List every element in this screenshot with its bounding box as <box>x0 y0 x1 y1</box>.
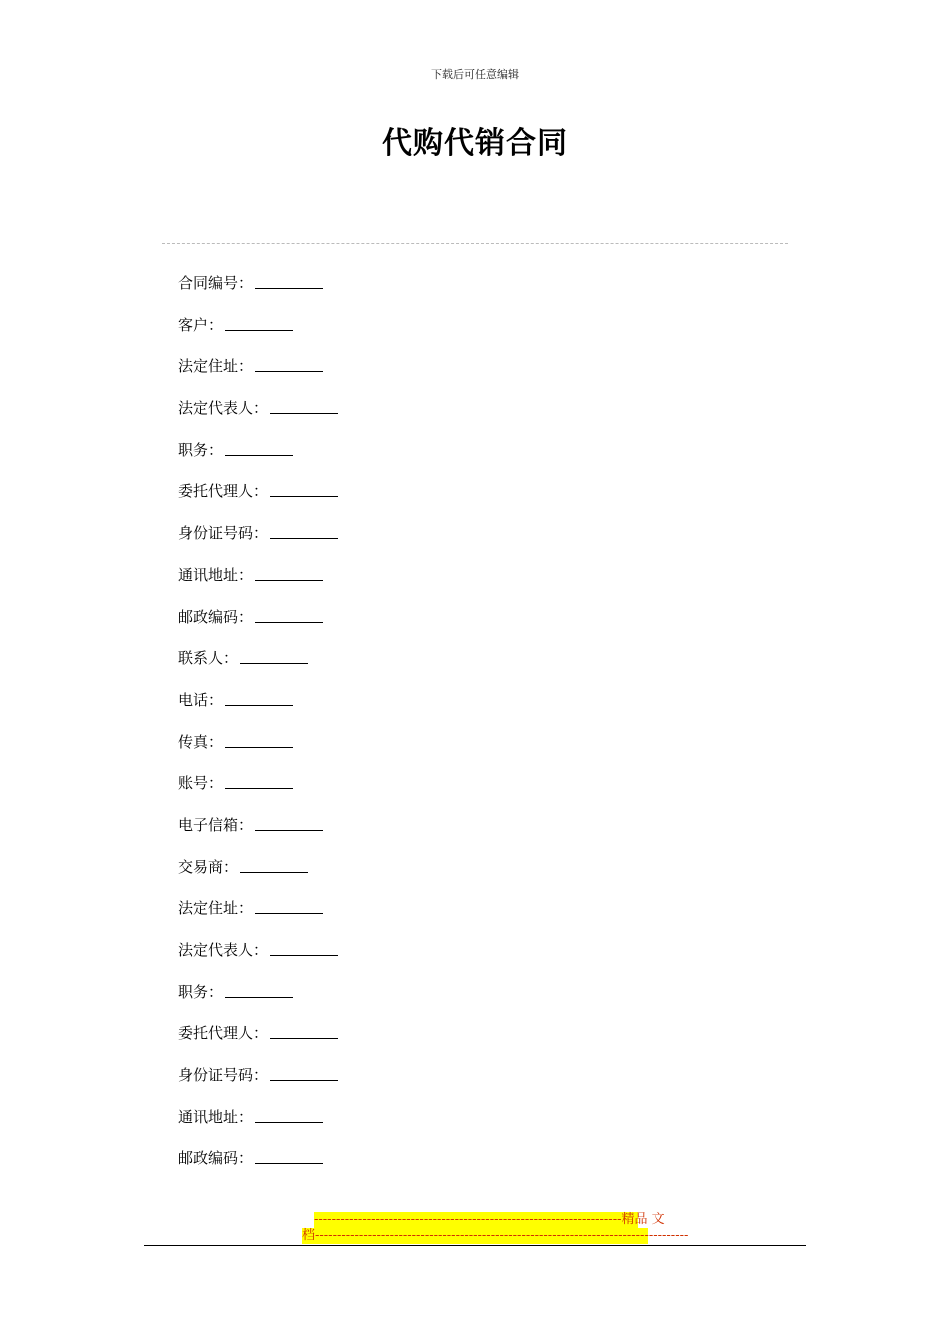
fill-blank[interactable] <box>270 395 338 414</box>
field-email <box>178 812 338 854</box>
fill-blank[interactable] <box>255 1104 323 1123</box>
field-label: 交易商： <box>178 857 239 876</box>
field-legal-representative-2 <box>178 937 338 979</box>
field-dealer <box>178 854 338 896</box>
field-postal-code-2 <box>178 1145 338 1187</box>
fill-blank[interactable] <box>225 437 293 456</box>
field-label: 法定代表人： <box>178 941 269 959</box>
fill-blank[interactable] <box>255 895 323 914</box>
field-label: 联系人： <box>178 649 239 668</box>
field-legal-representative <box>178 395 338 437</box>
fill-blank[interactable] <box>270 1020 338 1039</box>
field-label: 邮政编码： <box>178 607 254 626</box>
field-label: 电话： <box>178 690 224 709</box>
field-label: 职务： <box>178 982 224 1001</box>
field-label: 客户： <box>178 315 224 334</box>
field-authorized-agent <box>178 478 338 520</box>
field-label: 身份证号码： <box>178 1066 269 1085</box>
fill-blank[interactable] <box>270 937 338 956</box>
field-mailing-address <box>178 562 338 604</box>
fill-blank[interactable] <box>270 520 338 539</box>
field-label: 账号： <box>178 774 224 793</box>
field-label: 通讯地址： <box>178 1107 254 1126</box>
field-account <box>178 770 338 812</box>
field-id-number <box>178 520 338 562</box>
field-mailing-address-2 <box>178 1104 338 1146</box>
fill-blank[interactable] <box>255 270 323 289</box>
fill-blank[interactable] <box>225 770 293 789</box>
field-postal-code <box>178 604 338 646</box>
fill-blank[interactable] <box>255 353 323 372</box>
field-legal-address <box>178 353 338 395</box>
fill-blank[interactable] <box>270 478 338 497</box>
fill-blank[interactable] <box>225 979 293 998</box>
field-label: 职务： <box>178 440 224 459</box>
field-label: 传真： <box>178 732 224 751</box>
fill-blank[interactable] <box>255 1145 323 1164</box>
field-label: 身份证号码： <box>178 524 269 543</box>
field-contract-number <box>178 270 338 312</box>
fill-blank[interactable] <box>240 854 308 873</box>
contract-fields <box>178 270 338 1187</box>
field-label: 委托代理人： <box>178 482 269 501</box>
field-label: 法定住址： <box>178 357 254 376</box>
fill-blank[interactable] <box>225 729 293 748</box>
field-label: 法定代表人： <box>178 399 269 418</box>
fill-blank[interactable] <box>240 645 308 664</box>
field-id-number-2 <box>178 1062 338 1104</box>
footer-watermark-line-2: 档------------------------------------------------------------------------------------- <box>302 1228 689 1243</box>
field-contact-person <box>178 645 338 687</box>
field-label: 委托代理人： <box>178 1024 269 1043</box>
fill-blank[interactable] <box>225 312 293 331</box>
footer-watermark-line-1: ----------------------------------------------------------------------精品 文 <box>314 1212 665 1227</box>
field-position <box>178 437 338 479</box>
fill-blank[interactable] <box>255 812 323 831</box>
fill-blank[interactable] <box>255 562 323 581</box>
field-authorized-agent-2 <box>178 1020 338 1062</box>
field-label: 通讯地址： <box>178 565 254 584</box>
field-fax <box>178 729 338 771</box>
fill-blank[interactable] <box>225 687 293 706</box>
footer-rule <box>144 1245 806 1246</box>
field-customer <box>178 312 338 354</box>
field-legal-address-2 <box>178 895 338 937</box>
field-label: 电子信箱： <box>178 815 254 834</box>
fill-blank[interactable] <box>270 1062 338 1081</box>
header-note: 下载后可任意编辑 <box>431 68 519 81</box>
field-position-2 <box>178 979 338 1021</box>
field-label: 法定住址： <box>178 899 254 918</box>
field-label: 合同编号： <box>178 274 254 292</box>
field-phone <box>178 687 338 729</box>
document-title: 代购代销合同 <box>382 126 568 161</box>
dashed-separator <box>162 243 788 244</box>
fill-blank[interactable] <box>255 604 323 623</box>
field-label: 邮政编码： <box>178 1149 254 1168</box>
